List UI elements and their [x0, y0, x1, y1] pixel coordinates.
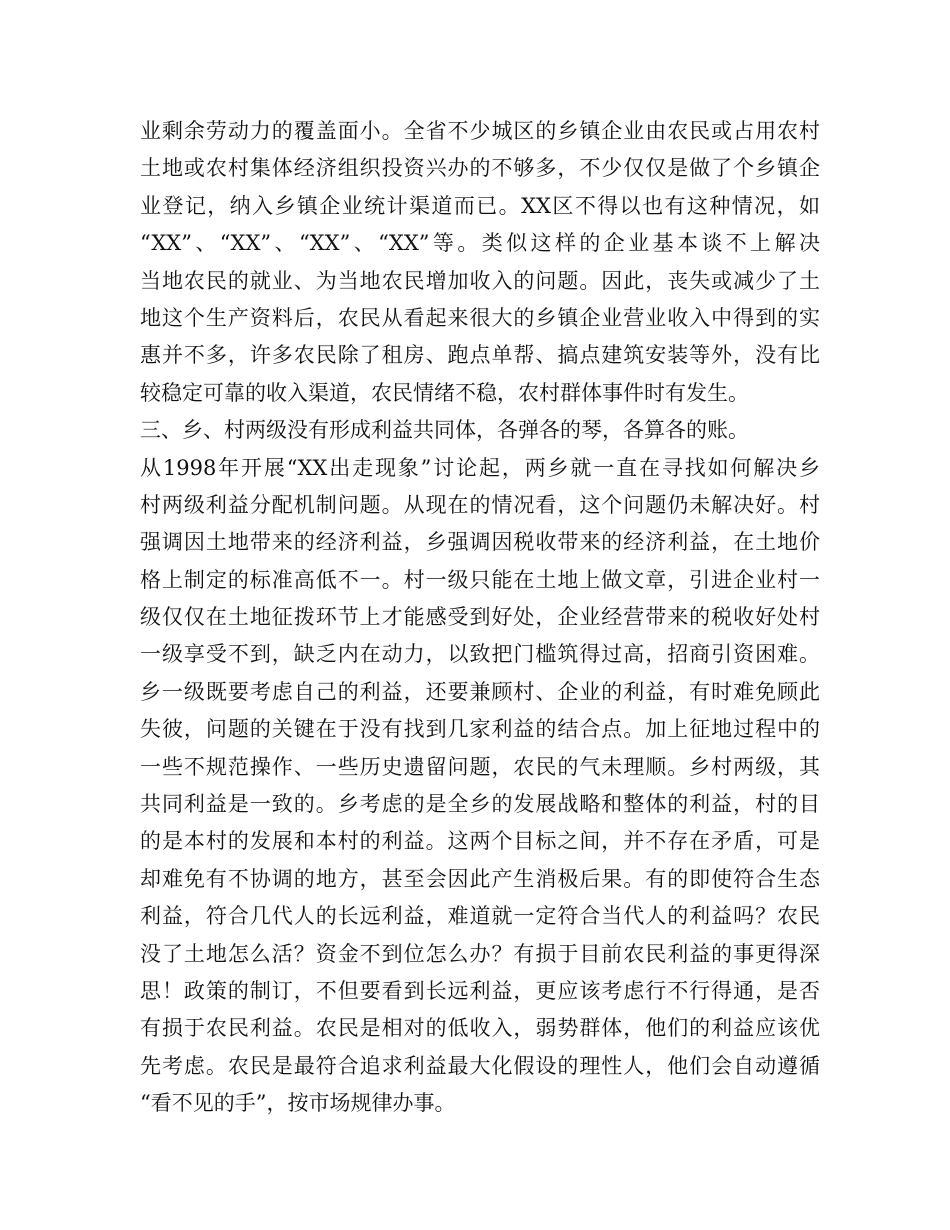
text-line: 先考虑。农民是最符合追求利益最大化假设的理性人，他们会自动遵循	[140, 1053, 820, 1078]
text-line: “看不见的手”，按市场规律办事。	[140, 1091, 456, 1116]
text-line: 业剩余劳动力的覆盖面小。全省不少城区的乡镇企业由农民或占用农村	[140, 119, 820, 143]
text-line: 从1998年开展“XX出走现象”讨论起，两乡就一直在寻找如何解决乡	[140, 455, 820, 480]
text-line: 一些不规范操作、一些历史遗留问题，农民的气未理顺。乡村两级，其	[140, 754, 820, 779]
text-line: 业登记，纳入乡镇企业统计渠道而已。XX区不得以也有这种情况，如	[140, 193, 820, 218]
text-line: 村两级利益分配机制问题。从现在的情况看，这个问题仍未解决好。村	[140, 492, 820, 517]
text-line: 强调因土地带来的经济利益，乡强调因税收带来的经济利益，在土地价	[140, 530, 820, 555]
text-line: 较稳定可靠的收入渠道，农民情绪不稳，农村群体事件时有发生。	[140, 380, 749, 405]
text-line: 的是本村的发展和本村的利益。这两个目标之间，并不存在矛盾，可是	[140, 829, 820, 854]
text-line: 利益，符合几代人的长远利益，难道就一定符合当代人的利益吗？农民	[140, 904, 820, 929]
text-line: 土地或农村集体经济组织投资兴办的不够多，不少仅仅是做了个乡镇企	[140, 156, 820, 181]
text-line: 一级享受不到，缺乏内在动力，以致把门槛筑得过高，招商引资困难。	[140, 642, 820, 667]
text-line: “XX”、“XX”、“XX”、“XX”等。类似这样的企业基本谈不上解决	[140, 231, 820, 256]
text-line: 没了土地怎么活？资金不到位怎么办？有损于目前农民利益的事更得深	[140, 941, 820, 966]
text-line: 惠并不多，许多农民除了租房、跑点单帮、搞点建筑安装等外，没有比	[140, 343, 820, 368]
text-line: 当地农民的就业、为当地农民增加收入的问题。因此，丧失或减少了土	[140, 268, 820, 293]
text-line: 乡一级既要考虑自己的利益，还要兼顾村、企业的利益，有时难免顾此	[140, 679, 820, 704]
body-text	[140, 113, 820, 1123]
text-line: 失彼，问题的关键在于没有找到几家利益的结合点。加上征地过程中的	[140, 717, 820, 742]
text-line: 有损于农民利益。农民是相对的低收入，弱势群体，他们的利益应该优	[140, 1016, 820, 1041]
text-line: 地这个生产资料后，农民从看起来很大的乡镇企业营业收入中得到的实	[140, 305, 820, 330]
text-line: 共同利益是一致的。乡考虑的是全乡的发展战略和整体的利益，村的目	[140, 792, 820, 817]
text-line: 级仅仅在土地征拨环节上才能感受到好处，企业经营带来的税收好处村	[140, 605, 820, 630]
text-line: 格上制定的标准高低不一。村一级只能在土地上做文章，引进企业村一	[140, 567, 820, 592]
text-line: 思！政策的制订，不但要看到长远利益，更应该考虑行不行得通，是否	[140, 978, 820, 1003]
section-heading: 三、乡、村两级没有形成利益共同体，各弹各的琴，各算各的账。	[140, 418, 749, 443]
text-line: 却难免有不协调的地方，甚至会因此产生消极后果。有的即使符合生态	[140, 866, 820, 891]
